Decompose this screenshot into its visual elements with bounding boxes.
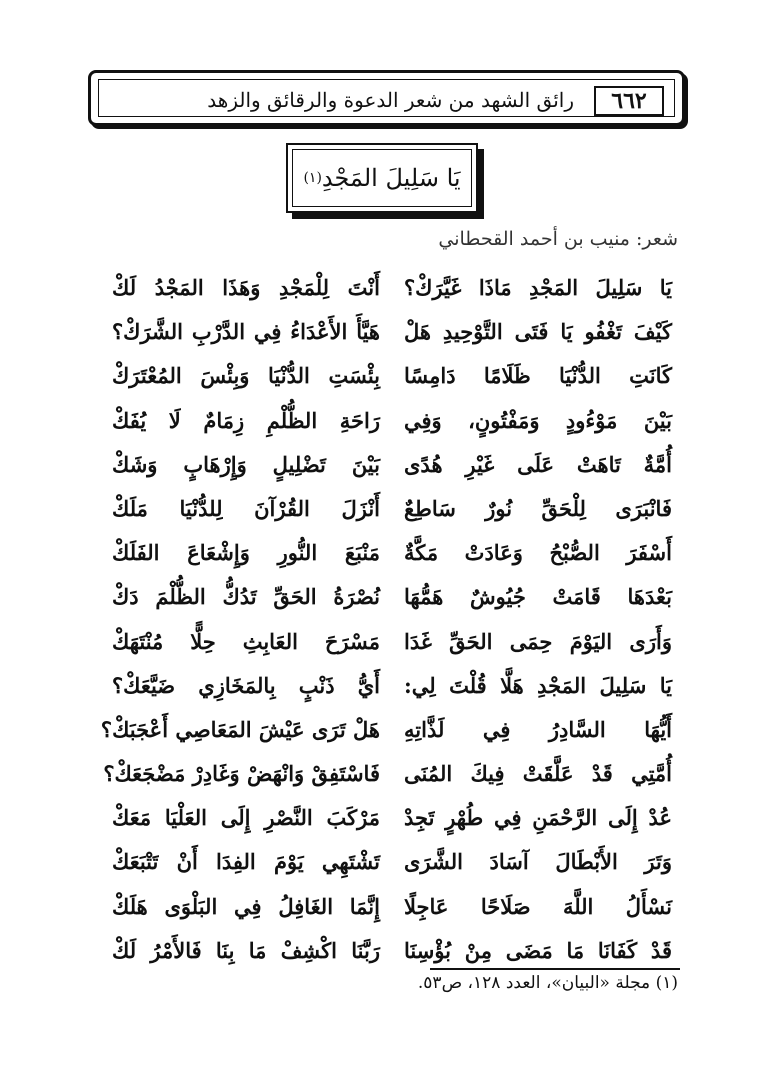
verse — [112, 577, 672, 621]
verse-second-hemistich: أَنْتَ لِلْمَجْدِ وَهَذَا المَجْدُ لَكْ — [112, 275, 380, 300]
running-title: رائق الشهد من شعر الدعوة والرقائق والزهد — [207, 88, 574, 112]
footnote: (١) مجلة «البيان»، العدد ١٢٨، ص٥٣. — [417, 973, 678, 993]
page-number: ٦٦٢ — [594, 86, 664, 116]
verse-first-hemistich: أَيُّهَا السَّادِرُ فِي لَذَّاتِهِ — [404, 716, 672, 742]
verse-second-hemistich: فَاسْتَفِقْ وَانْهَضْ وَغَادِرْ مَضْجَعَكْ؟ — [103, 761, 380, 787]
verse-second-hemistich: هَلْ تَرَى عَيْشَ المَعَاصِي أَعْجَبَكْ؟ — [100, 716, 380, 742]
poem-author: شعر: منيب بن أحمد القحطاني — [438, 228, 678, 250]
footnote-marker: (١) — [303, 170, 322, 186]
verse — [112, 268, 672, 312]
verse-second-hemistich: نُصْرَةُ الحَقِّ تَدُكُّ الظُّلْمَ دَكْ — [112, 584, 380, 610]
verse-second-hemistich: أَنْزَلَ القُرْآنَ لِلدُّنْيَا مَلَكْ — [112, 495, 380, 521]
verse — [103, 754, 672, 798]
verse — [112, 622, 672, 666]
verse-second-hemistich: بَيْنَ تَضْلِيلٍ وَإِرْهَابٍ وَشَكْ — [112, 451, 380, 477]
verse-first-hemistich: أَسْفَرَ الصُّبْحُ وَعَادَتْ مَكَّةٌ — [404, 540, 672, 566]
verse-first-hemistich: بَعْدَهَا قَامَتْ جُيُوشٌ هَمُّهَا — [404, 584, 672, 610]
verse-second-hemistich: تَشْتَهِي يَوْمَ الفِدَا أَنْ تَتْبَعَكْ — [112, 849, 380, 875]
verse — [112, 798, 672, 842]
verse-first-hemistich: كَانَتِ الدُّنْيَا ظَلَامًا دَامِسًا — [404, 363, 672, 389]
verse — [112, 445, 672, 489]
verse-first-hemistich: قَدْ كَفَانَا مَا مَضَى مِنْ بُؤْسِنَا — [404, 937, 672, 963]
verse — [112, 489, 672, 533]
poem-title-box — [286, 143, 478, 213]
verse-first-hemistich: كَيْفَ تَغْفُو يَا فَتَى التَّوْحِيدِ هَلْ — [404, 319, 672, 345]
header-inner-border — [98, 79, 675, 117]
verse — [112, 356, 672, 400]
verse — [112, 887, 672, 931]
verse-second-hemistich: هَيَّأَ الأَعْدَاءُ فِي الدَّرْبِ الشَّرَكْ؟ — [112, 319, 380, 345]
verse — [112, 533, 672, 577]
footnote-rule — [430, 968, 680, 970]
verse-second-hemistich: أَيُّ ذَنْبٍ بِالمَخَازِي ضَيَّعَكْ؟ — [112, 672, 380, 698]
verse-first-hemistich: بَيْنَ مَوْءُودٍ وَمَفْتُونٍ، وَفِي — [404, 407, 672, 433]
verse — [112, 401, 672, 445]
verse-second-hemistich: مَسْرَحَ العَابِثِ حِلًّا مُنْتَهَكْ — [112, 628, 380, 654]
poem-title-text: يَا سَلِيلَ المَجْدِ — [321, 164, 461, 192]
verse — [112, 312, 672, 356]
verse-second-hemistich: مَنْبَعَ النُّورِ وَإِشْعَاعَ الفَلَكْ — [112, 540, 380, 566]
verse-first-hemistich: يَا سَلِيلَ المَجْدِ مَاذَا غَيَّرَكْ؟ — [404, 275, 672, 300]
verse-first-hemistich: يَا سَلِيلَ المَجْدِ هَلَّا قُلْتَ لِي: — [404, 672, 672, 698]
running-header — [88, 70, 685, 126]
verse-first-hemistich: عُدْ إِلَى الرَّحْمَنِ فِي طُهْرٍ تَجِدْ — [404, 805, 672, 831]
poem-body — [100, 268, 672, 975]
verse-first-hemistich: وَأَرَى اليَوْمَ حِمَى الحَقِّ غَدَا — [404, 628, 672, 654]
verse — [112, 842, 672, 886]
verse — [100, 710, 672, 754]
verse-second-hemistich: إِنَّمَا الغَافِلُ فِي البَلْوَى هَلَكْ — [112, 893, 380, 919]
verse — [112, 666, 672, 710]
verse-first-hemistich: أُمَّةٌ تَاهَتْ عَلَى غَيْرِ هُدًى — [404, 451, 672, 477]
verse-second-hemistich: بِئْسَتِ الدُّنْيَا وَبِئْسَ المُعْتَرَكْ — [112, 363, 380, 389]
verse-second-hemistich: مَرْكَبَ النَّصْرِ إِلَى العَلْيَا مَعَكْ — [112, 805, 380, 831]
verse-first-hemistich: وَتَرَ الأَبْطَالَ آسَادَ الشَّرَى — [404, 849, 672, 875]
verse-first-hemistich: أُمَّتِي قَدْ عَلَّقَتْ فِيكَ المُنَى — [404, 761, 672, 787]
poem-title — [292, 149, 472, 207]
verse-first-hemistich: نَسْأَلُ اللَّهَ صَلَاحًا عَاجِلًا — [404, 893, 672, 919]
verse-second-hemistich: رَبَّنَا اكْشِفْ مَا بِنَا فَالأَمْرُ لَكْ — [112, 937, 380, 963]
verse-second-hemistich: رَاحَةِ الظُّلْمِ زِمَامٌ لَا يُفَكْ — [112, 407, 380, 433]
verse-first-hemistich: فَانْبَرَى لِلْحَقِّ نُورٌ سَاطِعٌ — [404, 495, 672, 521]
